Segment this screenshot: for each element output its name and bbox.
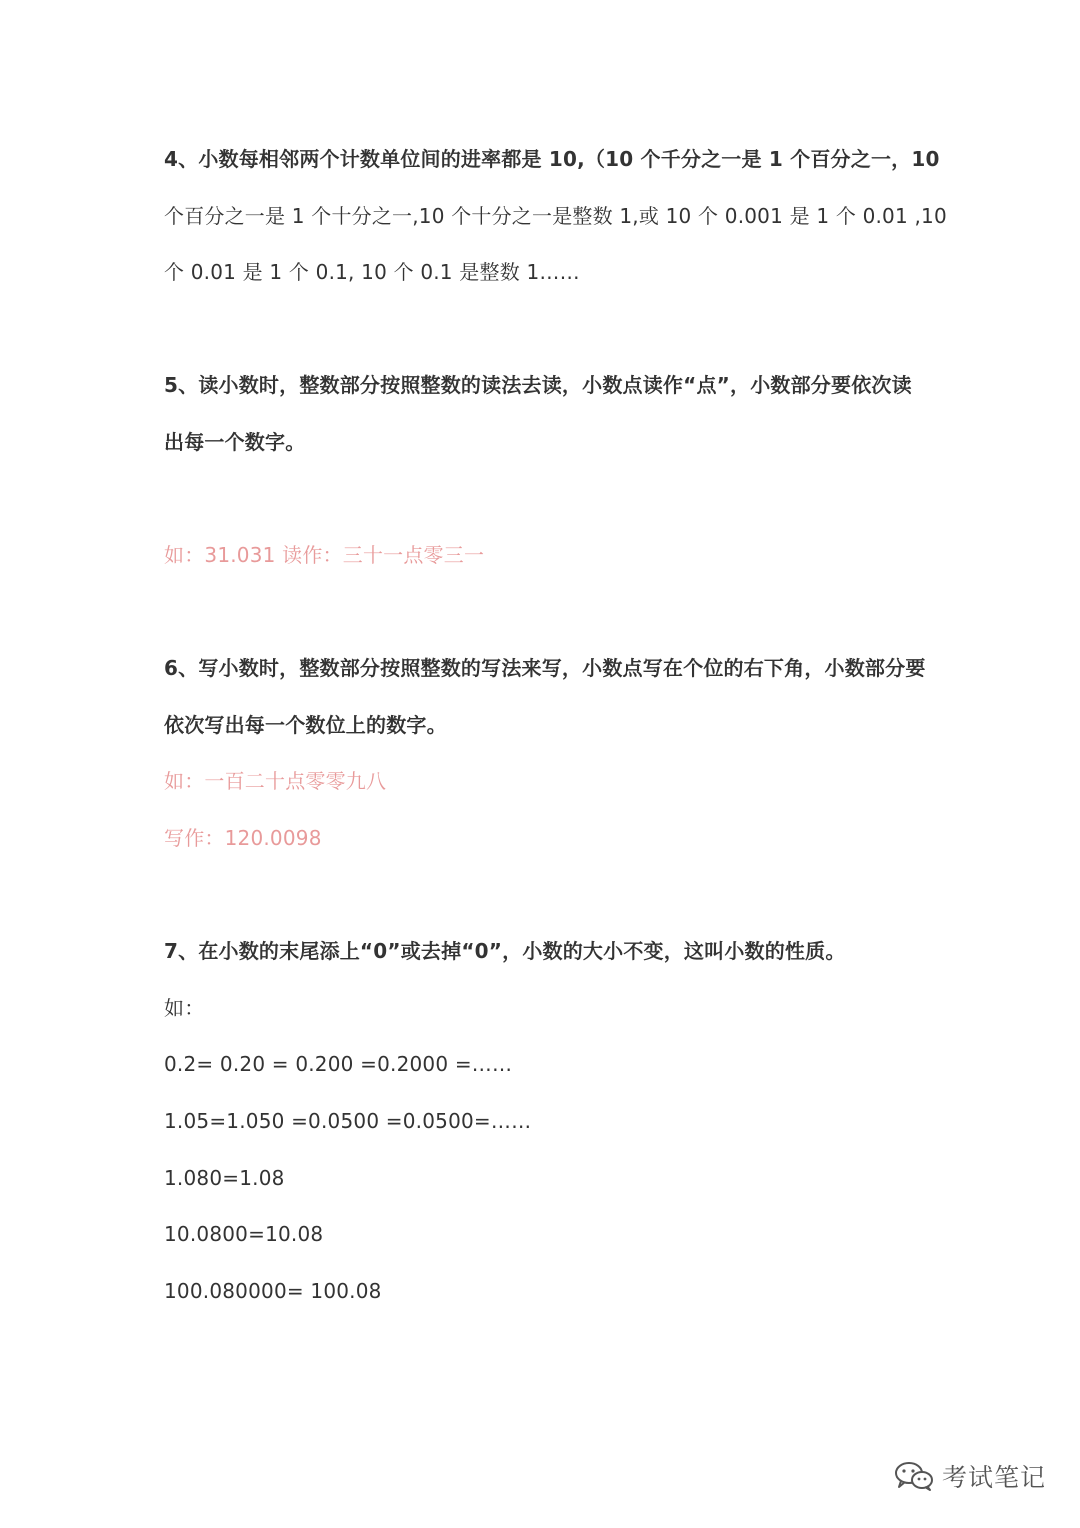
section7-example-2: 1.05=1.050 =0.0500 =0.0500=…… — [164, 1109, 532, 1133]
section7-example-1: 0.2= 0.20 = 0.200 =0.2000 =…… — [164, 1052, 513, 1076]
section7-line1: 7、在小数的末尾添上“0”或去掉“0”，小数的大小不变，这叫小数的性质。 — [164, 939, 846, 963]
section5-example: 如：31.031 读作：三十一点零三一 — [164, 543, 485, 567]
section6-example1: 如：一百二十点零零九八 — [164, 769, 387, 793]
section7-example-5: 100.080000= 100.08 — [164, 1279, 382, 1303]
section7-example-3: 1.080=1.08 — [164, 1166, 285, 1190]
watermark — [894, 1458, 1046, 1494]
section7-example-4: 10.0800=10.08 — [164, 1222, 324, 1246]
section5-line1: 5、读小数时，整数部分按照整数的读法去读，小数点读作“点”，小数部分要依次读 — [164, 373, 912, 397]
wechat-icon — [894, 1461, 934, 1491]
section4-line2: 个百分之一是 1 个十分之一,10 个十分之一是整数 1,或 10 个 0.001 是 1 个 0.01 ,10 — [164, 204, 947, 228]
section4-line1: 4、小数每相邻两个计数单位间的进率都是 10,（10 个千分之一是 1 个百分之一，10 — [164, 147, 940, 171]
watermark-text: 考试笔记 — [941, 1463, 1046, 1492]
section6-line1: 6、写小数时，整数部分按照整数的写法来写，小数点写在个位的右下角，小数部分要 — [164, 656, 926, 680]
section7-prefix: 如： — [164, 996, 205, 1020]
section6-line2: 依次写出每一个数位上的数字。 — [164, 713, 447, 737]
section6-example2: 写作：120.0098 — [164, 826, 322, 850]
section5-line2: 出每一个数字。 — [164, 430, 306, 454]
section4-line3: 个 0.01 是 1 个 0.1, 10 个 0.1 是整数 1…… — [164, 260, 580, 284]
